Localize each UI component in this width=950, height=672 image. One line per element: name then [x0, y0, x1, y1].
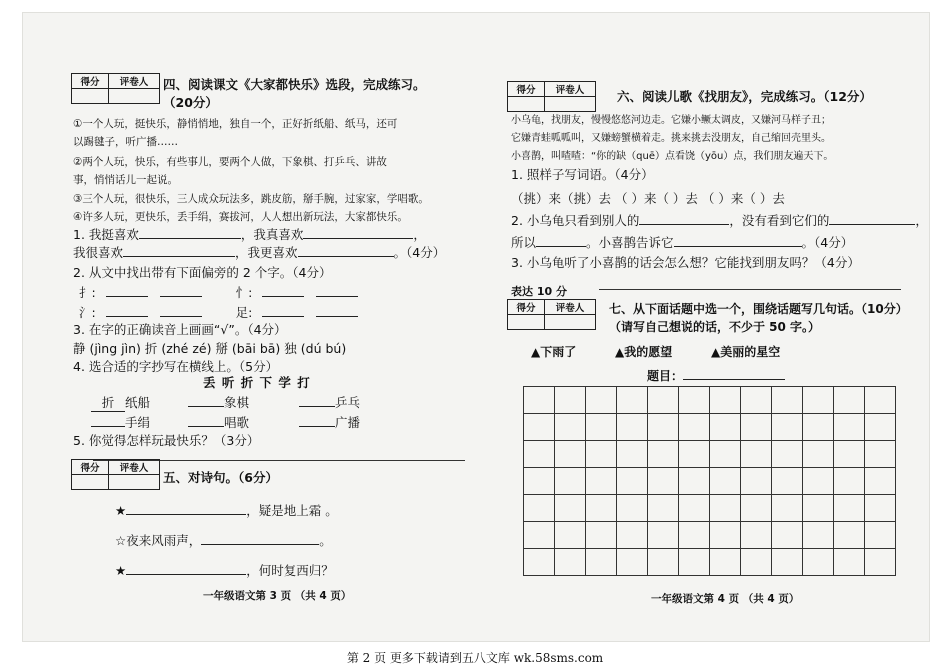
q4-blank-2[interactable]	[188, 394, 224, 407]
q2-row-1	[79, 283, 358, 301]
poem-blank-1[interactable]	[126, 502, 246, 515]
q1-blank-3[interactable]	[123, 244, 235, 257]
star-icon: ★	[115, 563, 127, 578]
grid-cell[interactable]	[586, 414, 617, 441]
passage-line-4: 事，悄悄话儿一起说。	[73, 174, 178, 186]
grid-cell[interactable]	[803, 495, 834, 522]
q4-row-1	[91, 393, 360, 412]
grid-cell[interactable]	[803, 468, 834, 495]
r-q2-blank-1[interactable]	[639, 212, 729, 225]
q2-blank-1[interactable]	[106, 284, 148, 297]
grid-cell[interactable]	[679, 414, 710, 441]
grid-cell[interactable]	[524, 414, 555, 441]
grid-row	[524, 549, 896, 576]
grader-label: 评卷人	[545, 82, 596, 97]
section-6-title: 六、阅读儿歌《找朋友》，完成练习。（12分）	[617, 89, 872, 104]
grid-cell[interactable]	[772, 522, 803, 549]
q1-part-b: ，我真喜欢	[240, 227, 304, 242]
radical-hand: 扌:	[79, 285, 96, 300]
grid-row	[524, 414, 896, 441]
grid-cell[interactable]	[524, 549, 555, 576]
grader-label: 评卷人	[545, 300, 596, 315]
grid-cell[interactable]	[834, 414, 865, 441]
grid-row	[524, 522, 896, 549]
section-5-title: 五、对诗句。（6分）	[163, 470, 278, 485]
grid-cell[interactable]	[555, 414, 586, 441]
grid-cell[interactable]	[617, 468, 648, 495]
passage-line-2: 以踢毽子，听广播……	[73, 136, 178, 148]
grid-cell[interactable]	[679, 387, 710, 414]
q2-row-2	[79, 303, 358, 321]
grid-cell[interactable]	[524, 468, 555, 495]
q4-word-5: 唱歌	[224, 415, 250, 430]
grid-cell[interactable]	[772, 495, 803, 522]
q5-prompt: 5. 你觉得怎样玩最快乐？（3分）	[73, 433, 260, 448]
r-q2-blank-3[interactable]	[536, 234, 586, 247]
q4-blank-5[interactable]	[188, 414, 224, 427]
poem-2-text: ☆夜来风雨声，	[115, 533, 202, 548]
grader-cell	[109, 475, 160, 490]
section-4-points: （20分）	[163, 95, 218, 110]
grid-cell[interactable]	[865, 468, 896, 495]
grid-cell[interactable]	[834, 441, 865, 468]
r-q2-part-c: ，	[915, 213, 928, 228]
expression-label: 表达 10 分	[511, 285, 567, 298]
grid-cell[interactable]	[834, 495, 865, 522]
grid-cell[interactable]	[741, 495, 772, 522]
q4-char-bank: 丢 听 折 下 学 打	[203, 375, 311, 390]
grid-cell[interactable]	[772, 441, 803, 468]
score-cell	[72, 89, 109, 104]
q1-part-a: 1. 我挺喜欢	[73, 227, 139, 242]
left-page	[63, 13, 473, 641]
section-7-note: （请写自己想说的话，不少于 50 字。）	[609, 320, 821, 334]
grid-cell[interactable]	[710, 495, 741, 522]
q1-blank-2[interactable]	[303, 226, 413, 239]
r-q2-part-a: 2. 小乌龟只看到别人的	[511, 213, 640, 228]
grid-cell[interactable]	[741, 387, 772, 414]
q4-word-4: 手绢	[125, 415, 151, 430]
grid-cell[interactable]	[679, 522, 710, 549]
score-box-sec5	[71, 459, 160, 490]
r-q1-prompt: 1. 照样子写词语。（4分）	[511, 167, 654, 182]
poem-line-3	[115, 561, 334, 579]
q4-word-3: 乒乓	[335, 395, 361, 410]
radical-water: 氵:	[79, 305, 96, 320]
grader-label: 评卷人	[109, 460, 160, 475]
grid-cell[interactable]	[803, 441, 834, 468]
q1-blank-4[interactable]	[298, 244, 394, 257]
song-line-3: 小喜鹊，叫喳喳：“你的缺（quē）点看饶（yōu）点，我们朋友遍天下。	[511, 151, 834, 162]
grid-cell[interactable]	[524, 441, 555, 468]
grid-cell[interactable]	[772, 387, 803, 414]
star-icon: ★	[115, 503, 127, 518]
grid-cell[interactable]	[648, 522, 679, 549]
passage-line-1: ①一个人玩，挺快乐，静悄悄地，独自一个，正好折纸船、纸马，还可	[73, 118, 398, 130]
passage-line-5: ③三个人玩，很快乐，三人成众玩法多，跳皮筋，掰手腕，过家家，学唱歌。	[73, 193, 429, 205]
grid-cell[interactable]	[865, 495, 896, 522]
topic-3[interactable]: ▲美丽的星空	[711, 345, 781, 359]
poem-blank-2[interactable]	[201, 532, 319, 545]
grid-cell[interactable]	[648, 468, 679, 495]
grid-cell[interactable]	[648, 441, 679, 468]
q4-word-2: 象棋	[224, 395, 250, 410]
grid-cell[interactable]	[555, 441, 586, 468]
grid-cell[interactable]	[555, 522, 586, 549]
song-line-1: 小乌龟，找朋友，慢慢悠悠河边走。它嫌小鳜太调皮，又嫌河马样子丑；	[511, 115, 831, 126]
q1-line-2	[73, 243, 445, 261]
poem-3-text: ，何时复西归？	[246, 563, 334, 578]
grid-cell[interactable]	[803, 549, 834, 576]
score-cell	[508, 97, 545, 112]
grid-cell[interactable]	[710, 549, 741, 576]
q4-word-1: 纸船	[125, 395, 151, 410]
grid-cell[interactable]	[586, 387, 617, 414]
q2-prompt: 2. 从文中找出带有下面偏旁的 2 个字。（4分）	[73, 265, 332, 280]
grid-cell[interactable]	[586, 441, 617, 468]
q1-part-c: ，	[413, 227, 426, 242]
q4-prompt: 4. 选合适的字抄写在横线上。（5分）	[73, 359, 279, 374]
q2-blank-2[interactable]	[160, 284, 202, 297]
r-q1-example: （挑）来（挑）去 （ ）来（ ）去 （ ）来（ ）去	[511, 191, 785, 206]
grid-cell[interactable]	[772, 468, 803, 495]
grid-cell[interactable]	[679, 495, 710, 522]
score-label: 得分	[72, 74, 109, 89]
grader-cell	[109, 89, 160, 104]
q1-line-1	[73, 225, 426, 243]
r-q2-line-2	[511, 233, 853, 251]
grid-cell[interactable]	[555, 387, 586, 414]
poem-2-end: 。	[319, 533, 332, 548]
grid-cell[interactable]	[555, 468, 586, 495]
q3-items: 静 (jìng jìn) 折 (zhé zé) 掰 (bāi bā) 独 (dú bú)	[73, 341, 347, 356]
q2-blank-5[interactable]	[106, 304, 148, 317]
q1-blank-1[interactable]	[139, 226, 241, 239]
right-page	[503, 13, 928, 641]
q4-blank-3[interactable]	[299, 394, 335, 407]
grid-cell[interactable]	[865, 522, 896, 549]
grid-cell[interactable]	[679, 441, 710, 468]
grid-cell[interactable]	[617, 441, 648, 468]
grid-cell[interactable]	[865, 549, 896, 576]
score-cell	[72, 475, 109, 490]
q4-blank-6[interactable]	[299, 414, 335, 427]
radical-heart: 忄:	[235, 285, 253, 300]
grid-cell[interactable]	[865, 414, 896, 441]
score-box-sec4	[71, 73, 160, 104]
grid-cell[interactable]	[586, 522, 617, 549]
poem-blank-3[interactable]	[126, 562, 246, 575]
grid-cell[interactable]	[865, 441, 896, 468]
grid-row	[524, 441, 896, 468]
poem-line-1	[115, 501, 338, 519]
grader-cell	[545, 315, 596, 330]
r-q2-line-1	[511, 211, 928, 229]
grid-row	[524, 387, 896, 414]
grid-cell[interactable]	[710, 414, 741, 441]
grid-cell[interactable]	[834, 549, 865, 576]
radical-foot: 足:	[235, 305, 253, 320]
section-4-title: 四、阅读课文《大家都快乐》选段，完成练习。	[163, 77, 426, 92]
grid-cell[interactable]	[710, 522, 741, 549]
grid-cell[interactable]	[710, 468, 741, 495]
writing-grid[interactable]	[523, 386, 896, 576]
grid-cell[interactable]	[865, 387, 896, 414]
r-q2-blank-2[interactable]	[829, 212, 915, 225]
poem-1-text: ，疑是地上霜 。	[246, 503, 338, 518]
grid-cell[interactable]	[648, 495, 679, 522]
grid-cell[interactable]	[772, 414, 803, 441]
score-box-sec6	[507, 81, 596, 112]
r-q3-answer-line[interactable]	[599, 289, 901, 290]
grid-cell[interactable]	[648, 414, 679, 441]
passage-line-3: ②两个人玩，快乐，有些事儿，要两个人做，下象棋、打乒乓、讲故	[73, 156, 387, 168]
score-box-sec7	[507, 299, 596, 330]
grid-cell[interactable]	[617, 414, 648, 441]
grid-cell[interactable]	[555, 549, 586, 576]
q4-row-2	[91, 413, 360, 431]
grid-cell[interactable]	[772, 549, 803, 576]
q1-part-f: 。（4分）	[393, 245, 446, 260]
q2-blank-7[interactable]	[262, 304, 304, 317]
r-q3-prompt: 3. 小乌龟听了小喜鹊的话会怎么想？它能找到朋友吗？（4分）	[511, 255, 860, 270]
grid-cell[interactable]	[803, 387, 834, 414]
topic-1[interactable]: ▲下雨了	[531, 345, 577, 359]
grid-cell[interactable]	[834, 387, 865, 414]
r-q2-part-b: ，没有看到它们的	[729, 213, 830, 228]
r-q2-part-f: 。（4分）	[801, 235, 854, 250]
grid-cell[interactable]	[741, 549, 772, 576]
right-footer: 一年级语文第 4 页 （共 4 页）	[651, 593, 800, 605]
score-label: 得分	[72, 460, 109, 475]
topic-title-row	[647, 367, 785, 384]
q1-part-e: ，我更喜欢	[235, 245, 298, 260]
grid-cell[interactable]	[524, 495, 555, 522]
r-q2-blank-4[interactable]	[674, 234, 802, 247]
q4-blank-4[interactable]	[91, 414, 125, 427]
q4-word-6: 广播	[335, 415, 361, 430]
grid-cell[interactable]	[741, 522, 772, 549]
grid-cell[interactable]	[741, 468, 772, 495]
grid-cell[interactable]	[617, 522, 648, 549]
grid-cell[interactable]	[586, 549, 617, 576]
r-q2-part-d: 所以	[511, 235, 537, 250]
topic-title-input[interactable]	[683, 367, 785, 380]
left-footer: 一年级语文第 3 页 （共 4 页）	[203, 590, 352, 602]
grid-cell[interactable]	[648, 387, 679, 414]
grid-cell[interactable]	[617, 495, 648, 522]
grader-cell	[545, 97, 596, 112]
q3-prompt: 3. 在字的正确读音上画画“√”。（4分）	[73, 322, 287, 337]
grid-cell[interactable]	[803, 522, 834, 549]
topic-2[interactable]: ▲我的愿望	[615, 345, 673, 359]
poem-line-2	[115, 531, 332, 549]
grid-cell[interactable]	[710, 441, 741, 468]
topic-title-label: 题目：	[647, 369, 684, 383]
grader-label: 评卷人	[109, 74, 160, 89]
grid-cell[interactable]	[586, 495, 617, 522]
section-7-title: 七、从下面话题中选一个，围绕话题写几句话。（10分）	[609, 302, 908, 316]
grid-cell[interactable]	[834, 522, 865, 549]
download-footer: 第 2 页 更多下载请到五八文库 wk.58sms.com	[346, 651, 604, 665]
grid-cell[interactable]	[524, 387, 555, 414]
r-q2-part-e: 。小喜鹊告诉它	[586, 235, 674, 250]
song-line-2: 它嫌青蛙呱呱叫，又嫌螃蟹横着走。挑来挑去没朋友，自己缩回壳里头。	[511, 133, 831, 144]
grid-cell[interactable]	[741, 414, 772, 441]
score-label: 得分	[508, 82, 545, 97]
grid-cell[interactable]	[617, 549, 648, 576]
q2-blank-6[interactable]	[160, 304, 202, 317]
q2-blank-4[interactable]	[316, 284, 358, 297]
grid-cell[interactable]	[555, 495, 586, 522]
passage-line-6: ④许多人玩，更快乐，丢手绢，赛拔河，人人想出新玩法，大家都快乐。	[73, 211, 408, 223]
grid-cell[interactable]	[834, 468, 865, 495]
grid-cell[interactable]	[586, 468, 617, 495]
q4-example-answer: 折	[91, 393, 125, 412]
grid-cell[interactable]	[679, 468, 710, 495]
score-cell	[508, 315, 545, 330]
grid-cell[interactable]	[524, 522, 555, 549]
grid-row	[524, 495, 896, 522]
grid-row	[524, 468, 896, 495]
q1-part-d: 我很喜欢	[73, 245, 124, 260]
grid-cell[interactable]	[803, 414, 834, 441]
grid-cell[interactable]	[617, 387, 648, 414]
grid-cell[interactable]	[710, 387, 741, 414]
q2-blank-8[interactable]	[316, 304, 358, 317]
q2-blank-3[interactable]	[262, 284, 304, 297]
grid-cell[interactable]	[648, 549, 679, 576]
grid-cell[interactable]	[741, 441, 772, 468]
grid-cell[interactable]	[679, 549, 710, 576]
exam-sheet	[22, 12, 930, 642]
score-label: 得分	[508, 300, 545, 315]
